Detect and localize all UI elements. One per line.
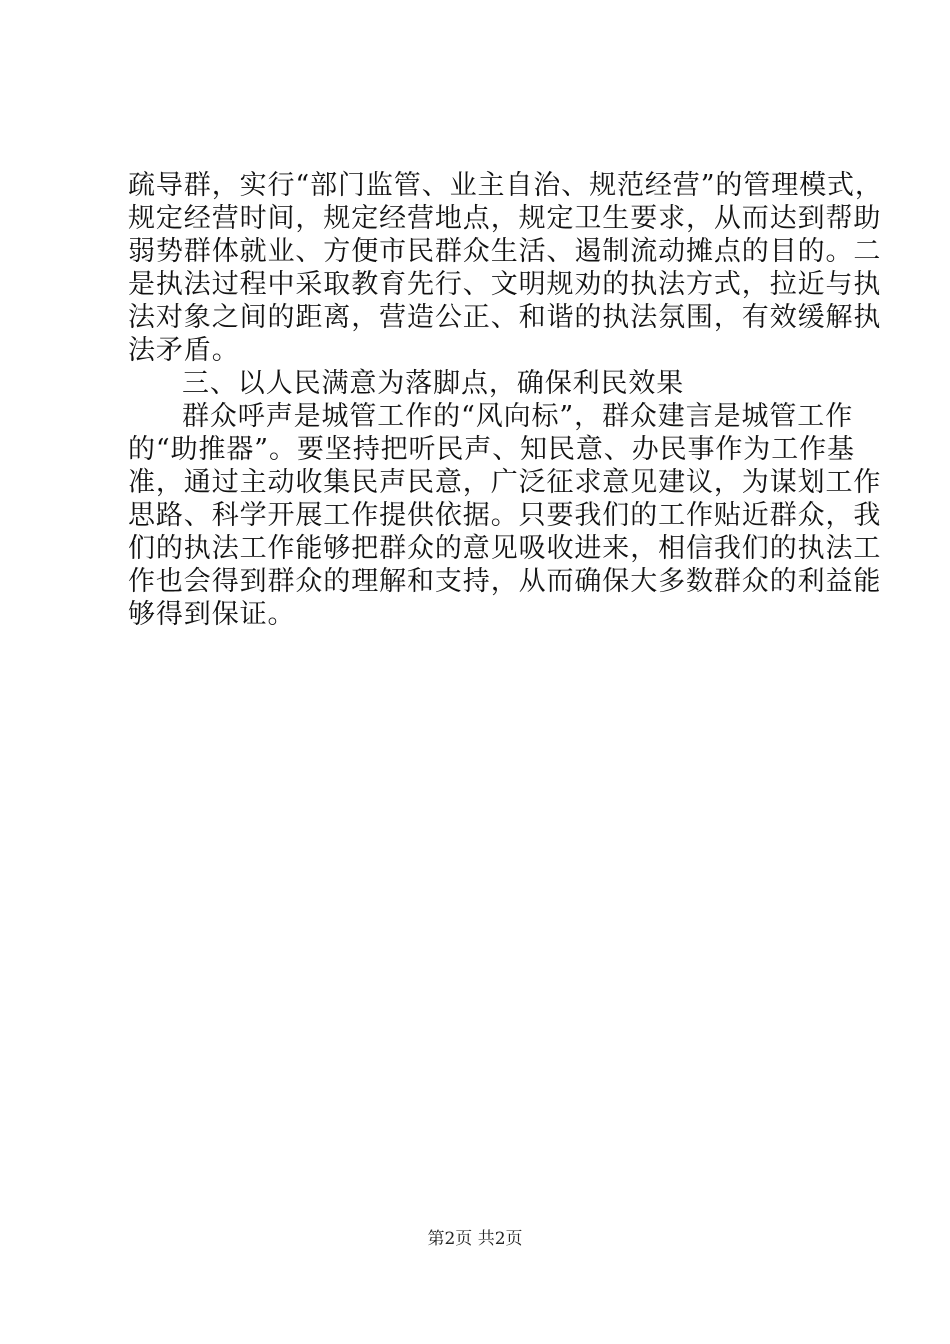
paragraph-line: 们的执法工作能够把群众的意见吸收进来，相信我们的执法工 bbox=[128, 533, 882, 564]
paragraph-line: 法矛盾。 bbox=[128, 335, 240, 366]
paragraph-line: 够得到保证。 bbox=[128, 599, 296, 630]
page-footer: 第2页 共2页 bbox=[427, 1229, 523, 1249]
paragraph-line: 规定经营时间，规定经营地点，规定卫生要求，从而达到帮助 bbox=[128, 203, 882, 234]
paragraph-line: 是执法过程中采取教育先行、文明规劝的执法方式，拉近与执 bbox=[128, 269, 882, 300]
paragraph-line: 群众呼声是城管工作的“风向标”，群众建言是城管工作 bbox=[182, 401, 854, 432]
document-body bbox=[128, 169, 883, 631]
paragraph-line: 准，通过主动收集民声民意，广泛征求意见建议，为谋划工作 bbox=[128, 467, 882, 498]
paragraph-line: 法对象之间的距离，营造公正、和谐的执法氛围，有效缓解执 bbox=[128, 302, 882, 333]
paragraph-line: 作也会得到群众的理解和支持，从而确保大多数群众的利益能 bbox=[128, 566, 882, 597]
paragraph-line: 思路、科学开展工作提供依据。只要我们的工作贴近群众，我 bbox=[128, 500, 882, 531]
paragraph-line: 疏导群，实行“部门监管、业主自治、规范经营”的管理模式， bbox=[128, 170, 883, 201]
paragraph-line: 的“助推器”。要坚持把听民声、知民意、办民事作为工作基 bbox=[128, 434, 855, 465]
paragraph-line: 弱势群体就业、方便市民群众生活、遏制流动摊点的目的。二 bbox=[128, 236, 882, 267]
section-heading: 三、以人民满意为落脚点，确保利民效果 bbox=[182, 368, 685, 399]
